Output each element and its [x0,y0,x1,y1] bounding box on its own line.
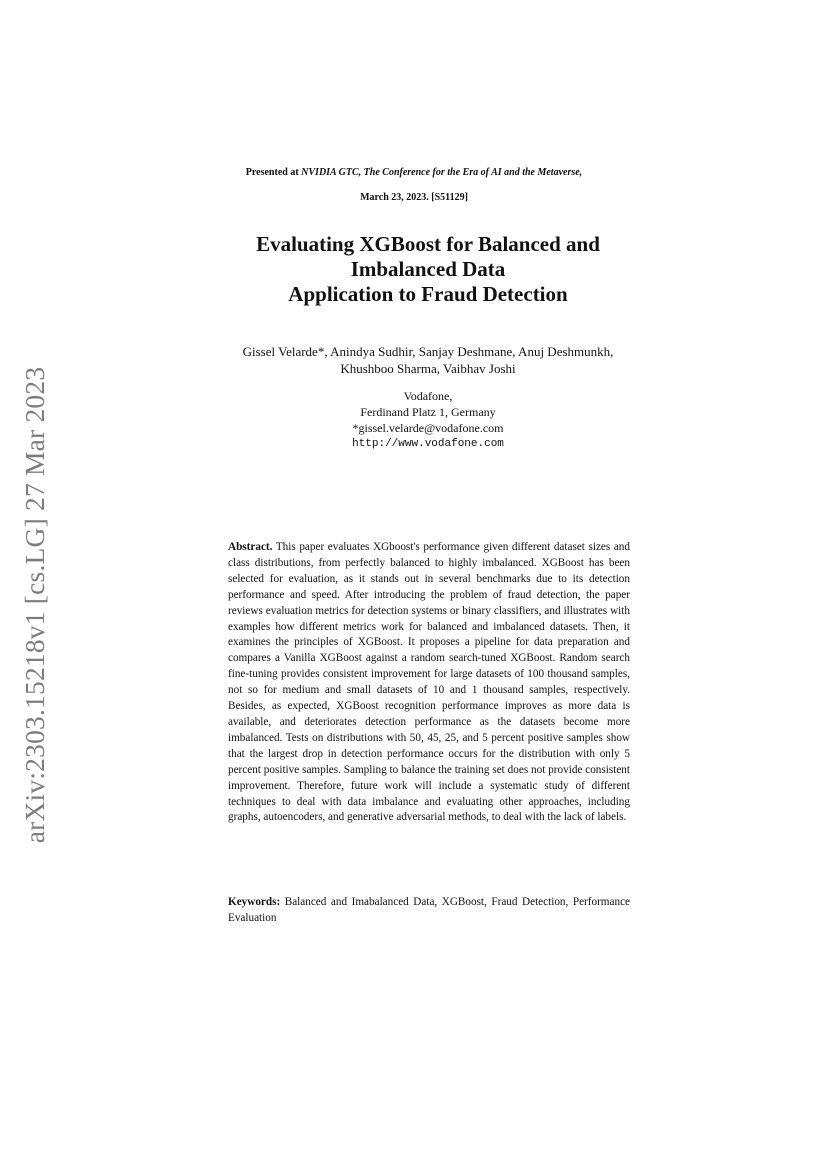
author-line: Khushboo Sharma, Vaibhav Joshi [340,361,516,376]
affiliation-address: Ferdinand Platz 1, Germany [360,405,496,419]
title-line: Evaluating XGBoost for Balanced and [256,232,600,256]
keywords-text: Balanced and Imabalanced Data, XGBoost, Fraud Detection, Performance Evaluation [228,896,631,924]
keywords-label: Keywords: [228,896,281,908]
author-line: Gissel Velarde*, Anindya Sudhir, Sanjay Deshmane, Anuj Deshmunkh, [242,344,614,359]
affiliation-url[interactable]: http://www.vodafone.com [352,438,504,450]
title-line: Application to Fraud Detection [288,282,568,306]
abstract-label: Abstract. [228,541,273,553]
conference-line [0,167,828,178]
presented-prefix: Presented at [245,167,302,178]
title-line: Imbalanced Data [350,257,506,281]
conference-date: March 23, 2023. [S51129] [360,192,468,203]
affiliation-org: Vodafone, [403,389,453,403]
affiliation-email[interactable]: *gissel.velarde@vodafone.com [352,421,504,435]
keywords [228,895,630,927]
author-list [0,343,828,377]
arxiv-identifier-text: arXiv:2303.15218v1 [cs.LG] 27 Mar 2023 [19,366,50,844]
conference-venue: NVIDIA GTC, The Conference for the Era of AI and the Metaverse, [301,167,583,178]
affiliation [0,388,828,452]
abstract-text: This paper evaluates XGboost's performance given different dataset sizes and class distributions, from perfectly balanced to highly imbalanced. XGBoost has been selected for evaluation, as it stands out in several benchmarks due to its detection performance and speed. After introducing the problem of fraud detection, the paper reviews evaluation metrics for detection systems or binary classifiers, and illustrates with examples how different metrics work for balanced and imbalanced datasets. Then, it examines the principles of XGBoost. It proposes a pipeline for data preparation and compares a Vanilla XGBoost against a random search-tuned XGBoost. Random search fine-tuning provides consistent improvement for large datasets of 100 thousand samples, not so for medium and small datasets of 10 and 1 thousand samples, respectively. Besides, as expected, XGBoost recognition performance improves as more data is available, and deteriorates detection performance as the datasets become more imbalanced. Tests on distributions with 50, 45, 25, and 5 percent positive samples show that the largest drop in detection performance occurs for the distribution with only 5 percent positive samples. Sampling to balance the training set does not provide consistent improvement. Therefore, future work will include a systematic study of different techniques to deal with data imbalance and evaluating other approaches, including graphs, autoencoders, and generative adversarial methods, to deal with the lack of labels. [228,541,630,824]
paper-title [0,232,828,307]
abstract [228,540,630,826]
